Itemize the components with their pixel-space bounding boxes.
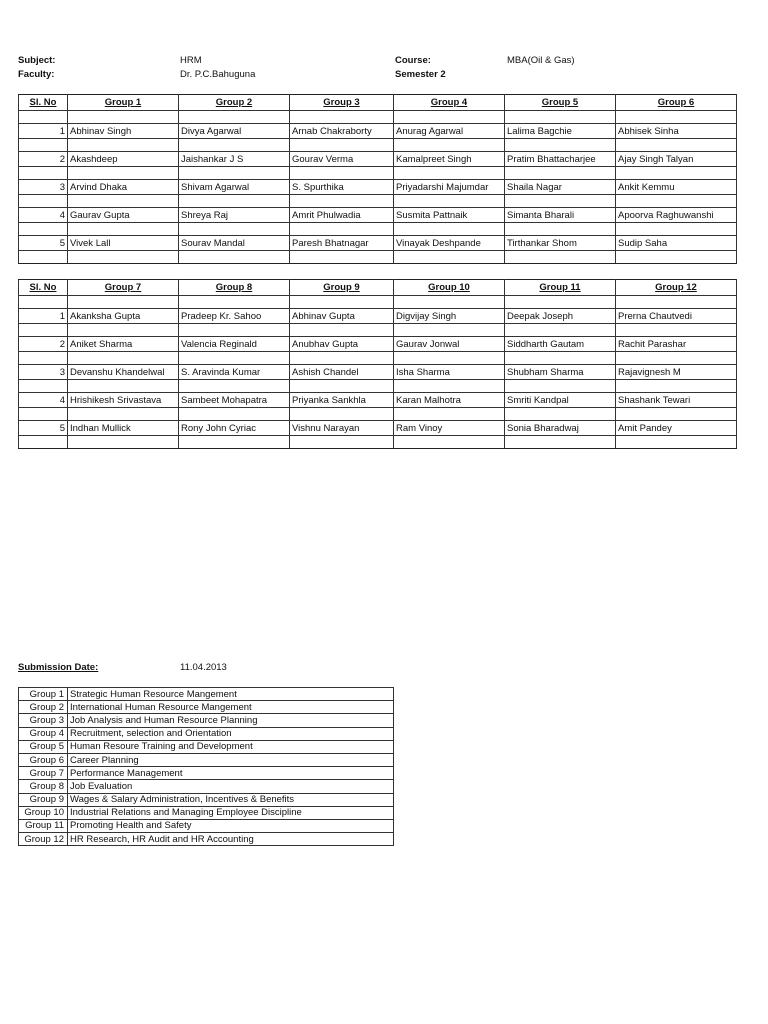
- member-cell: Amit Pandey: [616, 421, 737, 436]
- member-cell: Rachit Parashar: [616, 337, 737, 352]
- member-cell: Sonia Bharadwaj: [505, 421, 616, 436]
- topic-row: [19, 714, 394, 727]
- member-cell: Tirthankar Shom: [505, 236, 616, 251]
- topic-group-cell: Group 10: [19, 806, 68, 819]
- member-cell: Anubhav Gupta: [290, 337, 394, 352]
- member-cell: Sudip Saha: [616, 236, 737, 251]
- member-cell: Pradeep Kr. Sahoo: [179, 309, 290, 324]
- topic-group-cell: Group 2: [19, 701, 68, 714]
- spacer-row: [19, 352, 737, 365]
- member-cell: Shashank Tewari: [616, 393, 737, 408]
- member-cell: Paresh Bhatnagar: [290, 236, 394, 251]
- member-cell: Amrit Phulwadia: [290, 208, 394, 223]
- table-row: [19, 309, 737, 324]
- member-cell: Vishnu Narayan: [290, 421, 394, 436]
- sl-no-cell: 5: [19, 421, 68, 436]
- group-header: Group 5: [505, 95, 616, 111]
- member-cell: Abhinav Gupta: [290, 309, 394, 324]
- topic-cell: Career Planning: [68, 753, 394, 766]
- spacer-row: [19, 139, 737, 152]
- member-cell: Hrishikesh Srivastava: [68, 393, 179, 408]
- sl-no-cell: 1: [19, 124, 68, 139]
- member-cell: Valencia Reginald: [179, 337, 290, 352]
- sl-no-cell: 3: [19, 180, 68, 195]
- member-cell: Akashdeep: [68, 152, 179, 167]
- group-header: Group 11: [505, 280, 616, 296]
- spacer-row: [19, 436, 737, 449]
- topic-row: [19, 688, 394, 701]
- topic-group-cell: Group 1: [19, 688, 68, 701]
- group-header: Group 1: [68, 95, 179, 111]
- member-cell: Rajavignesh M: [616, 365, 737, 380]
- spacer-row: [19, 223, 737, 236]
- faculty-label: Faculty:: [18, 69, 55, 80]
- member-cell: Priyanka Sankhla: [290, 393, 394, 408]
- topic-cell: International Human Resource Mangement: [68, 701, 394, 714]
- spacer-row: [19, 167, 737, 180]
- sl-no-cell: 2: [19, 152, 68, 167]
- topic-row: [19, 833, 394, 846]
- member-cell: Divya Agarwal: [179, 124, 290, 139]
- member-cell: Digvijay Singh: [394, 309, 505, 324]
- member-cell: Shubham Sharma: [505, 365, 616, 380]
- member-cell: Shreya Raj: [179, 208, 290, 223]
- topic-group-cell: Group 8: [19, 780, 68, 793]
- group-header: Group 7: [68, 280, 179, 296]
- group-header: Group 8: [179, 280, 290, 296]
- group-header: Group 3: [290, 95, 394, 111]
- table-row: [19, 421, 737, 436]
- topic-row: [19, 740, 394, 753]
- topic-row: [19, 793, 394, 806]
- topic-cell: Job Analysis and Human Resource Planning: [68, 714, 394, 727]
- sl-no-header: Sl. No: [19, 95, 68, 111]
- sl-no-cell: 5: [19, 236, 68, 251]
- member-cell: Jaishankar J S: [179, 152, 290, 167]
- sl-no-cell: 4: [19, 393, 68, 408]
- sl-no-header: Sl. No: [19, 280, 68, 296]
- member-cell: Pratim Bhattacharjee: [505, 152, 616, 167]
- member-cell: Susmita Pattnaik: [394, 208, 505, 223]
- member-cell: Sambeet Mohapatra: [179, 393, 290, 408]
- table-header-row: [19, 280, 737, 296]
- member-cell: Vivek Lall: [68, 236, 179, 251]
- member-cell: Anurag Agarwal: [394, 124, 505, 139]
- course-label: Course:: [395, 55, 431, 66]
- topic-cell: Performance Management: [68, 767, 394, 780]
- member-cell: Ankit Kemmu: [616, 180, 737, 195]
- member-cell: Gaurav Jonwal: [394, 337, 505, 352]
- member-cell: Prerna Chautvedi: [616, 309, 737, 324]
- topic-row: [19, 753, 394, 766]
- member-cell: Sourav Mandal: [179, 236, 290, 251]
- topic-row: [19, 727, 394, 740]
- topic-group-cell: Group 12: [19, 833, 68, 846]
- member-cell: Aniket Sharma: [68, 337, 179, 352]
- member-cell: Ashish Chandel: [290, 365, 394, 380]
- member-cell: Indhan Mullick: [68, 421, 179, 436]
- member-cell: Gourav Verma: [290, 152, 394, 167]
- group-header: Group 9: [290, 280, 394, 296]
- table-row: [19, 365, 737, 380]
- member-cell: Rony John Cyriac: [179, 421, 290, 436]
- table-row: [19, 124, 737, 139]
- sl-no-cell: 2: [19, 337, 68, 352]
- member-cell: Siddharth Gautam: [505, 337, 616, 352]
- sl-no-cell: 3: [19, 365, 68, 380]
- member-cell: Arnab Chakraborty: [290, 124, 394, 139]
- group-header: Group 10: [394, 280, 505, 296]
- spacer-row: [19, 296, 737, 309]
- member-cell: Priyadarshi Majumdar: [394, 180, 505, 195]
- topic-row: [19, 701, 394, 714]
- member-cell: Karan Malhotra: [394, 393, 505, 408]
- topic-cell: Recruitment, selection and Orientation: [68, 727, 394, 740]
- member-cell: Arvind Dhaka: [68, 180, 179, 195]
- topic-cell: Wages & Salary Administration, Incentives & Benefits: [68, 793, 394, 806]
- spacer-row: [19, 324, 737, 337]
- table-header-row: [19, 95, 737, 111]
- topic-group-cell: Group 5: [19, 740, 68, 753]
- topic-group-cell: Group 11: [19, 819, 68, 832]
- member-cell: S. Aravinda Kumar: [179, 365, 290, 380]
- member-cell: Apoorva Raghuwanshi: [616, 208, 737, 223]
- member-cell: Ram Vinoy: [394, 421, 505, 436]
- member-cell: Kamalpreet Singh: [394, 152, 505, 167]
- topic-group-cell: Group 4: [19, 727, 68, 740]
- topics-table: [18, 687, 394, 846]
- topic-group-cell: Group 6: [19, 753, 68, 766]
- semester-label: Semester 2: [395, 69, 446, 80]
- course-value: MBA(Oil & Gas): [507, 55, 575, 66]
- group-header: Group 6: [616, 95, 737, 111]
- member-cell: Shaila Nagar: [505, 180, 616, 195]
- group-header: Group 12: [616, 280, 737, 296]
- member-cell: Akanksha Gupta: [68, 309, 179, 324]
- spacer-row: [19, 111, 737, 124]
- table-row: [19, 152, 737, 167]
- topic-row: [19, 780, 394, 793]
- table-row: [19, 337, 737, 352]
- topic-row: [19, 767, 394, 780]
- spacer-row: [19, 408, 737, 421]
- member-cell: Gaurav Gupta: [68, 208, 179, 223]
- member-cell: Abhisek Sinha: [616, 124, 737, 139]
- topic-cell: HR Research, HR Audit and HR Accounting: [68, 833, 394, 846]
- member-cell: Ajay Singh Talyan: [616, 152, 737, 167]
- member-cell: Vinayak Deshpande: [394, 236, 505, 251]
- submission-date-label: Submission Date:: [18, 662, 99, 673]
- topic-group-cell: Group 9: [19, 793, 68, 806]
- subject-value: HRM: [180, 55, 202, 66]
- member-cell: S. Spurthika: [290, 180, 394, 195]
- member-cell: Simanta Bharali: [505, 208, 616, 223]
- topic-cell: Industrial Relations and Managing Employee Discipline: [68, 806, 394, 819]
- subject-label: Subject:: [18, 55, 56, 66]
- topic-cell: Job Evaluation: [68, 780, 394, 793]
- topic-cell: Human Resoure Training and Development: [68, 740, 394, 753]
- member-cell: Shivam Agarwal: [179, 180, 290, 195]
- member-cell: Smriti Kandpal: [505, 393, 616, 408]
- member-cell: Abhinav Singh: [68, 124, 179, 139]
- topic-cell: Strategic Human Resource Mangement: [68, 688, 394, 701]
- groups-table-1: [18, 94, 737, 264]
- group-header: Group 2: [179, 95, 290, 111]
- topic-group-cell: Group 3: [19, 714, 68, 727]
- table-row: [19, 236, 737, 251]
- member-cell: Lalima Bagchie: [505, 124, 616, 139]
- submission-date-value: 11.04.2013: [180, 662, 227, 673]
- topic-group-cell: Group 7: [19, 767, 68, 780]
- topic-row: [19, 819, 394, 832]
- member-cell: Devanshu Khandelwal: [68, 365, 179, 380]
- groups-table-2: [18, 279, 737, 449]
- table-row: [19, 393, 737, 408]
- topic-cell: Promoting Health and Safety: [68, 819, 394, 832]
- member-cell: Deepak Joseph: [505, 309, 616, 324]
- member-cell: Isha Sharma: [394, 365, 505, 380]
- faculty-value: Dr. P.C.Bahuguna: [180, 69, 256, 80]
- table-row: [19, 208, 737, 223]
- table-row: [19, 180, 737, 195]
- group-header: Group 4: [394, 95, 505, 111]
- spacer-row: [19, 195, 737, 208]
- topic-row: [19, 806, 394, 819]
- sl-no-cell: 1: [19, 309, 68, 324]
- spacer-row: [19, 380, 737, 393]
- sl-no-cell: 4: [19, 208, 68, 223]
- spacer-row: [19, 251, 737, 264]
